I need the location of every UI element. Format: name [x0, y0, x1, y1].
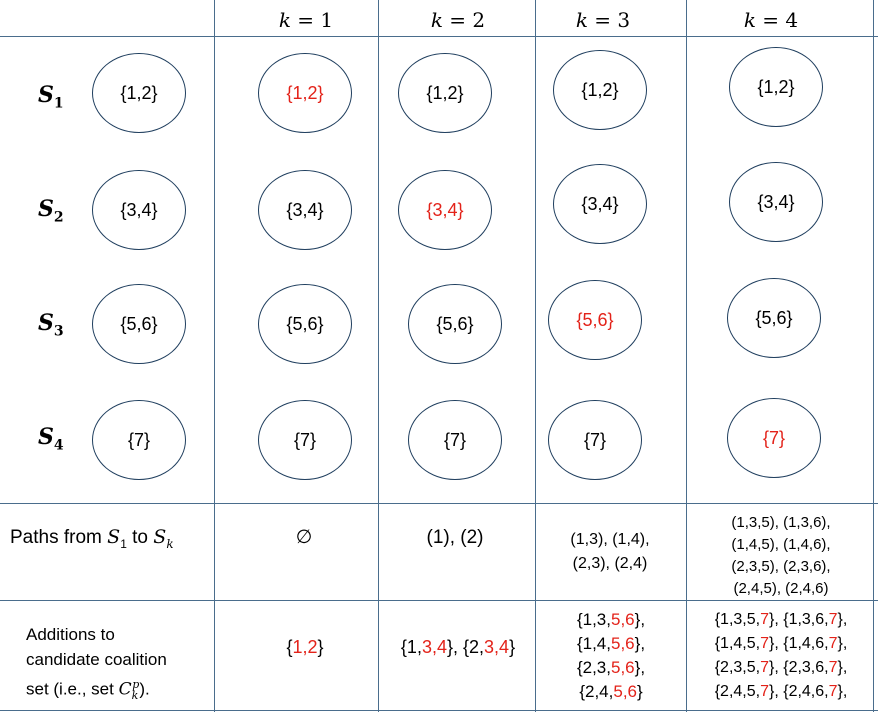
- set-node: {3,4}: [553, 164, 647, 244]
- row-label-s1: $S_1$: [38, 82, 64, 112]
- row-label-s4: $S_4$: [38, 424, 64, 454]
- additions-row-label: Additions to candidate coalition set (i.e., set $C_k^p$).: [26, 625, 167, 703]
- set-node: {3,4}: [92, 170, 186, 250]
- set-node: {7}: [258, 400, 352, 480]
- paths-k3: (1,3), (1,4), (2,3), (2,4): [570, 531, 650, 572]
- divider: [873, 0, 874, 712]
- set-node-highlighted: {3,4}: [398, 170, 492, 250]
- set-node-highlighted: {1,2}: [258, 53, 352, 133]
- paths-k1: ∅: [295, 527, 313, 548]
- set-node: {7}: [92, 400, 186, 480]
- header-k3: k = 3: [575, 8, 631, 32]
- additions-k1: {1,2}: [286, 637, 324, 657]
- header-k1: k = 1: [278, 8, 334, 32]
- set-node: {7}: [408, 400, 502, 480]
- additions-k4: {1,3,5,7}, {1,3,6,7}, {1,4,5,7}, {1,4,6,7}, {2,3,5,7}, {2,3,6,7}, {2,4,5,7}, {2,4,6,7},: [714, 611, 848, 700]
- set-node: {7}: [548, 400, 642, 480]
- paths-k4: (1,3,5), (1,3,6), (1,4,5), (1,4,6), (2,3,5), (2,3,6), (2,4,5), (2,4,6): [731, 514, 831, 597]
- divider: [378, 0, 379, 712]
- set-node: {5,6}: [92, 284, 186, 364]
- header-k4: k = 4: [743, 8, 799, 32]
- set-node: {5,6}: [727, 278, 821, 358]
- divider: [535, 0, 536, 712]
- set-node: {1,2}: [729, 47, 823, 127]
- set-node: {5,6}: [258, 284, 352, 364]
- set-node: {3,4}: [729, 162, 823, 242]
- set-node: {1,2}: [398, 53, 492, 133]
- set-node: {1,2}: [92, 53, 186, 133]
- paths-row-label: Paths from $S_1$ to $S_k$: [10, 526, 174, 551]
- divider: [0, 600, 878, 601]
- row-label-s2: $S_2$: [38, 196, 64, 226]
- divider: [0, 36, 878, 37]
- divider: [0, 503, 878, 504]
- header-k2: k = 2: [430, 8, 486, 32]
- divider: [686, 0, 687, 712]
- set-node: {3,4}: [258, 170, 352, 250]
- set-node-highlighted: {7}: [727, 398, 821, 478]
- set-node: {5,6}: [408, 284, 502, 364]
- set-node: {1,2}: [553, 50, 647, 130]
- set-node-highlighted: {5,6}: [548, 280, 642, 360]
- divider: [0, 710, 878, 711]
- additions-k3: {1,3,5,6}, {1,4,5,6}, {2,3,5,6}, {2,4,5,6}: [576, 610, 646, 701]
- paths-k2: (1), (2): [426, 527, 484, 548]
- divider: [214, 0, 215, 712]
- additions-k2: {1,3,4}, {2,3,4}: [400, 637, 516, 657]
- row-label-s3: $S_3$: [38, 310, 64, 340]
